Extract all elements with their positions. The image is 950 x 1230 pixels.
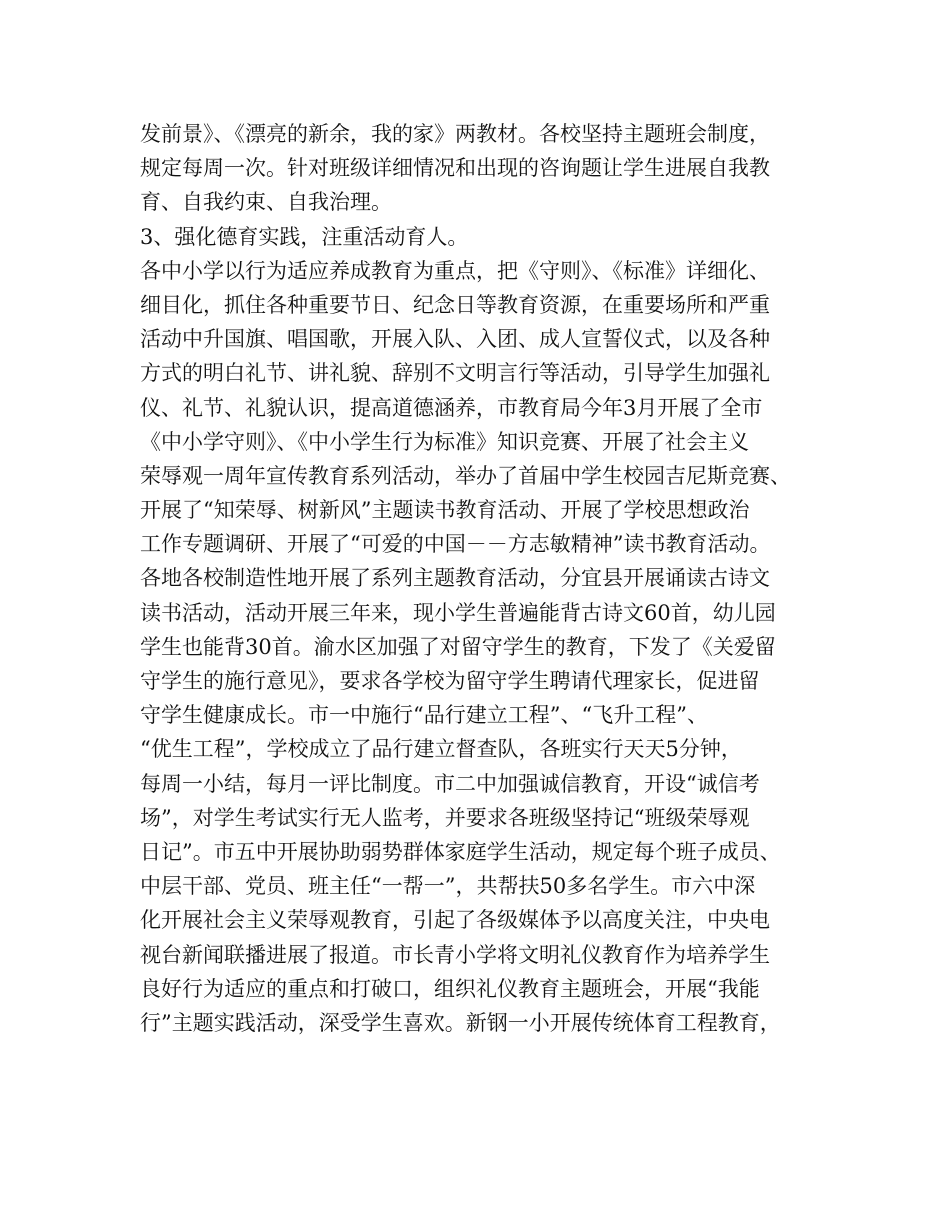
text-line-14: 各地各校制造性地开展了系列主题教育活动，分宜县开展诵读古诗文 bbox=[140, 566, 770, 591]
text-line-9: 仪、礼节、礼貌认识，提高道德涵养，市教育局今年3月开展了全市 bbox=[140, 395, 763, 420]
text-line-1: 发前景》、《漂亮的新余，我的家》两教材。各校坚持主题班会制度， bbox=[140, 122, 770, 146]
text-line-3: 育、自我约束、自我治理。 bbox=[140, 190, 392, 215]
text-line-20: 每周一小结，每月一评比制度。市二中加强诚信教育，开设“诚信考 bbox=[140, 771, 760, 796]
text-line-16: 学生也能背30首。渝水区加强了对留守学生的教育，下发了《关爱留 bbox=[140, 634, 776, 659]
text-line-8: 方式的明白礼节、讲礼貌、辞别不文明言行等活动，引导学生加强礼 bbox=[140, 361, 770, 386]
text-line-18: 守学生健康成长。市一中施行“品行建立工程”、“飞升工程”、 bbox=[140, 703, 708, 728]
text-line-24: 化开展社会主义荣辱观教育，引起了各级媒体予以高度关注，中央电 bbox=[140, 908, 770, 933]
text-line-21: 场”，对学生考试实行无人监考，并要求各班级坚持记“班级荣辱观 bbox=[140, 805, 750, 830]
text-line-11: 荣辱观一周年宣传教育系列活动，举办了首届中学生校园吉尼斯竞赛、 bbox=[140, 463, 791, 488]
text-line-10: 《中小学守则》、《中小学生行为标准》知识竞赛、开展了社会主义 bbox=[140, 429, 749, 454]
text-line-23: 中层干部、党员、班主任“一帮一”，共帮扶50多名学生。市六中深 bbox=[140, 874, 756, 899]
text-line-2: 规定每周一次。针对班级详细情况和出现的咨询题让学生进展自我教 bbox=[140, 156, 770, 181]
text-line-12: 开展了“知荣辱、树新风”主题读书教育活动、开展了学校思想政治 bbox=[140, 498, 750, 523]
text-line-27: 行”主题实践活动，深受学生喜欢。新钢一小开展传统体育工程教育， bbox=[140, 1010, 781, 1035]
body-text bbox=[140, 117, 840, 1040]
text-line-15: 读书活动，活动开展三年来，现小学生普遍能背古诗文60首，幼儿园 bbox=[140, 600, 776, 625]
text-line-13: 工作专题调研、开展了“可爱的中国－－方志敏精神”读书教育活动。 bbox=[140, 532, 771, 557]
text-line-19: “优生工程”，学校成立了品行建立督查队，各班实行天天5分钟， bbox=[140, 737, 742, 762]
text-line-5: 各中小学以行为适应养成教育为重点，把《守则》、《标准》详细化、 bbox=[140, 258, 770, 283]
text-line-25: 视台新闻联播进展了报道。市长青小学将文明礼仪教育作为培养学生 bbox=[140, 942, 770, 967]
text-line-17: 守学生的施行意见》，要求各学校为留守学生聘请代理家长，促进留 bbox=[140, 669, 760, 693]
text-line-6: 细目化，抓住各种重要节日、纪念日等教育资源，在重要场所和严重 bbox=[140, 292, 770, 317]
text-line-22: 日记”。市五中开展协助弱势群体家庭学生活动，规定每个班子成员、 bbox=[140, 839, 781, 864]
text-line-26: 良好行为适应的重点和打破口，组织礼仪教育主题班会，开展“我能 bbox=[140, 976, 760, 1001]
text-line-7: 活动中升国旗、唱国歌，开展入队、入团、成人宣誓仪式，以及各种 bbox=[140, 327, 770, 352]
section-heading: 3、强化德育实践，注重活动育人。 bbox=[140, 224, 469, 249]
